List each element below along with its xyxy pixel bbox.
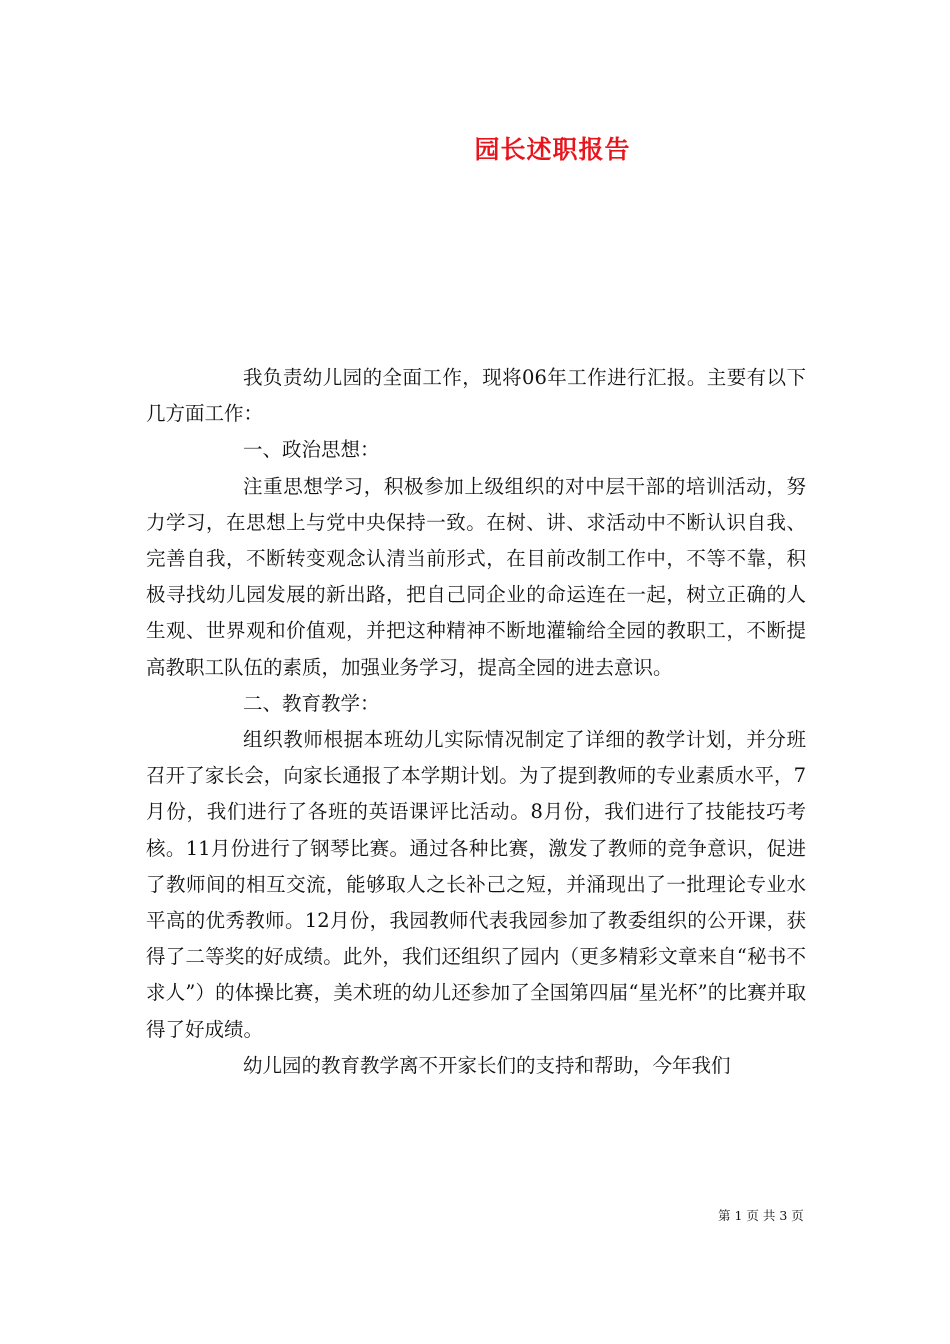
paragraph-education: 组织教师根据本班幼儿实际情况制定了详细的教学计划，并分班召开了家长会，向家长通报了本学期计划。为了提到教师的专业素质水平，7月份，我们进行了各班的英语课评比活动。8月份，我们进行了技能技巧考核。11月份进行了钢琴比赛。通过各种比赛，激发了教师的竞争意识，促进了教师间的相互交流，能够取人之长补己之短，并涌现出了一批理论专业水平高的优秀教师。12月份，我园教师代表我园参加了教委组织的公开课，获得了二等奖的好成绩。此外，我们还组织了园内（更多精彩文章来自“秘书不求人”）的体操比赛，美术班的幼儿还参加了全国第四届“星光杯”的比赛并取得了好成绩。 <box>146 728 806 1041</box>
section-heading-education: 二、教育教学： <box>243 691 380 715</box>
page-number: 第 1 页 共 3 页 <box>718 1208 804 1223</box>
document-body <box>146 360 806 1084</box>
paragraph-intro: 我负责幼儿园的全面工作，现将06年工作进行汇报。主要有以下几方面工作： <box>146 366 806 426</box>
paragraph-politics: 注重思想学习，积极参加上级组织的对中层干部的培训活动，努力学习，在思想上与党中央保持一致。在树、讲、求活动中不断认识自我、完善自我，不断转变观念认清当前形式，在目前改制工作中，不等不靠，积极寻找幼儿园发展的新出路，把自己同企业的命运连在一起，树立正确的人生观、世界观和价值观，并把这种精神不断地灌输给全园的教职工，不断提高教职工队伍的素质，加强业务学习，提高全园的进去意识。 <box>146 474 806 679</box>
section-heading-politics: 一、政治思想： <box>243 438 380 462</box>
document-title: 园长述职报告 <box>474 135 631 164</box>
paragraph-parents: 幼儿园的教育教学离不开家长们的支持和帮助，今年我们 <box>243 1053 731 1077</box>
